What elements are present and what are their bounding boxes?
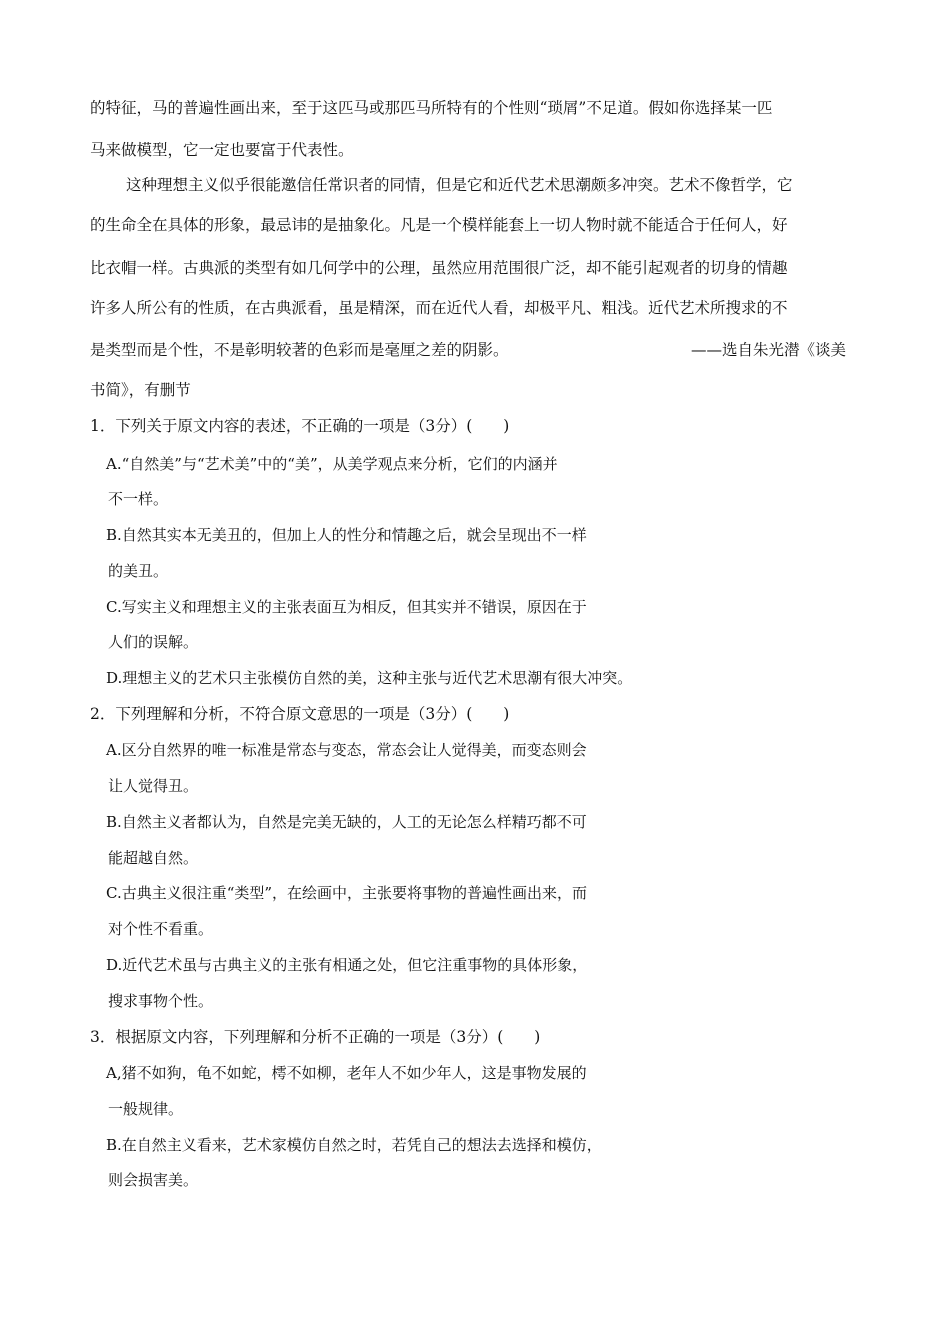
passage-line: 的生命全在具体的形象，最忌讳的是抽象化。凡是一个模样能套上一切人物时就不能适合于任何人，好 <box>90 216 788 234</box>
passage-line: 是类型而是个性，不是彰明较著的色彩而是毫厘之差的阴影。 <box>90 341 509 359</box>
option-c-cont: 人们的误解。 <box>108 633 199 651</box>
option-a-cont: 不一样。 <box>108 490 169 508</box>
option-d-cont: 搜求事物个性。 <box>108 992 214 1010</box>
source-citation: ——选自朱光潜《谈美 <box>691 341 847 359</box>
passage-line: 的特征，马的普遍性画出来，至于这匹马或那匹马所特有的个性则“琐屑”不足道。假如你选择某一匹 <box>90 99 773 117</box>
option-c[interactable]: C.古典主义很注重“类型”，在绘画中，主张要将事物的普遍性画出来，而 <box>106 884 588 902</box>
option-a[interactable]: A,猪不如狗，龟不如蛇，樗不如柳，老年人不如少年人，这是事物发展的 <box>106 1064 587 1082</box>
question-stem: 3．根据原文内容，下列理解和分析不正确的一项是（3分）( ) <box>90 1028 541 1046</box>
option-b[interactable]: B.自然其实本无美丑的，但加上人的性分和情趣之后，就会呈现出不一样 <box>106 526 587 544</box>
source-citation-cont: 书简》，有删节 <box>90 381 191 399</box>
option-a[interactable]: A.区分自然界的唯一标准是常态与变态，常态会让人觉得美，而变态则会 <box>106 741 587 759</box>
option-b-cont: 能超越自然。 <box>108 849 199 867</box>
question-stem: 2．下列理解和分析，不符合原文意思的一项是（3分）( ) <box>90 705 510 723</box>
passage-line: 许多人所公有的性质，在古典派看，虽是精深，而在近代人看，却极平凡、粗浅。近代艺术所搜求的不 <box>90 299 788 317</box>
option-a-cont: 让人觉得丑。 <box>108 777 199 795</box>
option-b-cont: 则会损害美。 <box>108 1171 199 1189</box>
option-b-cont: 的美丑。 <box>108 562 169 580</box>
option-a-cont: 一般规律。 <box>108 1100 184 1118</box>
option-d[interactable]: D.近代艺术虽与古典主义的主张有相通之处，但它注重事物的具体形象， <box>106 956 588 974</box>
option-b[interactable]: B.在自然主义看来，艺术家模仿自然之时，若凭自己的想法去选择和模仿， <box>106 1136 602 1154</box>
option-c-cont: 对个性不看重。 <box>108 920 214 938</box>
option-c[interactable]: C.写实主义和理想主义的主张表面互为相反，但其实并不错误，原因在于 <box>106 598 587 616</box>
option-d[interactable]: D.理想主义的艺术只主张模仿自然的美，这种主张与近代艺术思潮有很大冲突。 <box>106 669 633 687</box>
option-b[interactable]: B.自然主义者都认为，自然是完美无缺的，人工的无论怎么样精巧都不可 <box>106 813 587 831</box>
question-stem: 1．下列关于原文内容的表述，不正确的一项是（3分）( ) <box>90 417 510 435</box>
option-a[interactable]: A.“自然美”与“艺术美”中的“美”，从美学观点来分析，它们的内涵并 <box>106 455 558 473</box>
passage-line: 比衣帽一样。古典派的类型有如几何学中的公理，虽然应用范围很广泛，却不能引起观者的切身的情趣 <box>90 259 788 277</box>
passage-line: 这种理想主义似乎很能邀信任常识者的同情，但是它和近代艺术思潮颇多冲突。艺术不像哲学，它 <box>126 176 793 194</box>
passage-line: 马来做模型，它一定也要富于代表性。 <box>90 141 354 159</box>
